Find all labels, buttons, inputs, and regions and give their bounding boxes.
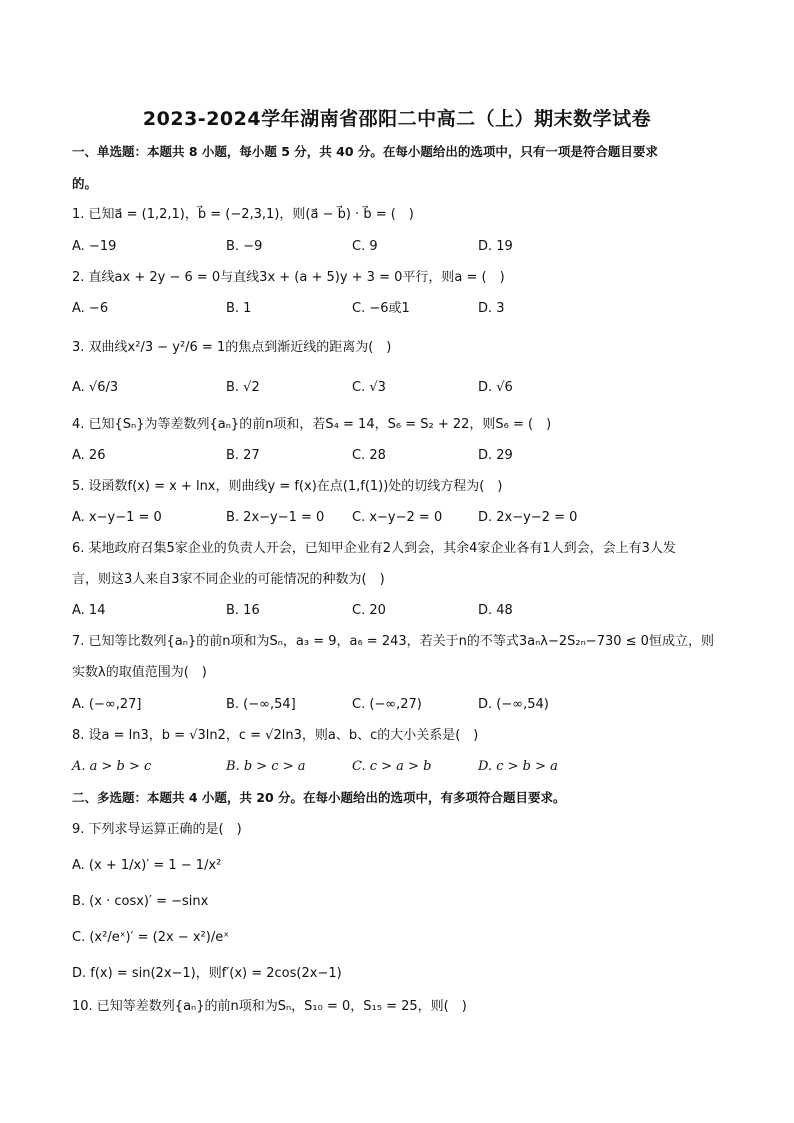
question-1-option-c: C. 9 [352, 239, 378, 254]
question-5-options [72, 509, 732, 527]
question-9-option-d: D. f(x) = sin(2x−1)，则f′(x) = 2cos(2x−1) [72, 966, 342, 981]
question-6-option-d: D. 48 [478, 603, 513, 618]
question-6-stem: 6. 某地政府召集5家企业的负责人开会，已知甲企业有2人到会，其余4家企业各有1人到会，会上有3人发 [72, 541, 676, 556]
question-1-options [72, 238, 732, 256]
question-3-option-a: A. √6/3 [72, 380, 119, 395]
question-4-option-a: A. 26 [72, 448, 106, 463]
question-2-option-b: B. 1 [226, 301, 252, 316]
exam-title: 2023-2024学年湖南省邵阳二中高二（上）期末数学试卷 [142, 108, 652, 130]
section-2-heading: 二、多选题：本题共 4 小题，共 20 分。在每小题给出的选项中，有多项符合题目要求。 [72, 790, 566, 805]
question-2-option-c: C. −6或1 [352, 301, 410, 316]
question-7-option-a: A. (−∞,27] [72, 697, 142, 712]
question-8-option-c: C. c > a > b [352, 759, 432, 774]
question-9-stem: 9. 下列求导运算正确的是( ) [72, 822, 242, 837]
question-1-option-a: A. −19 [72, 239, 117, 254]
question-5-option-c: C. x−y−2 = 0 [352, 510, 443, 525]
question-3-options [72, 379, 732, 397]
question-7-options [72, 696, 732, 714]
question-3-stem: 3. 双曲线x²/3 − y²/6 = 1的焦点到渐近线的距离为( ) [72, 340, 392, 355]
question-8-option-d: D. c > b > a [478, 759, 558, 774]
question-8-stem: 8. 设a = ln3，b = √3ln2，c = √2ln3，则a、b、c的大小关系是( ) [72, 728, 479, 743]
question-5-option-a: A. x−y−1 = 0 [72, 510, 162, 525]
question-2-option-a: A. −6 [72, 301, 109, 316]
question-1-stem: 1. 已知a⃗ = (1,2,1)，b⃗ = (−2,3,1)，则(a⃗ − b⃗) · b⃗ = ( ) [72, 207, 414, 222]
question-7-stem-cont: 实数λ的取值范围为( ) [72, 665, 207, 680]
question-9-option-c: C. (x²/eˣ)′ = (2x − x²)/eˣ [72, 930, 229, 945]
question-9-option-a: A. (x + 1/x)′ = 1 − 1/x² [72, 858, 222, 873]
question-5-option-b: B. 2x−y−1 = 0 [226, 510, 325, 525]
question-4-options [72, 447, 732, 465]
question-6-option-a: A. 14 [72, 603, 106, 618]
section-1-heading: 一、单选题：本题共 8 小题，每小题 5 分，共 40 分。在每小题给出的选项中，只有一项是符合题目要求 [72, 144, 658, 159]
question-4-option-c: C. 28 [352, 448, 386, 463]
question-6-stem-cont: 言，则这3人来自3家不同企业的可能情况的种数为( ) [72, 572, 385, 587]
question-7-option-c: C. (−∞,27) [352, 697, 422, 712]
question-5-stem: 5. 设函数f(x) = x + lnx，则曲线y = f(x)在点(1,f(1))处的切线方程为( ) [72, 479, 503, 494]
question-8-option-a: A. a > b > c [72, 759, 152, 774]
question-5-option-d: D. 2x−y−2 = 0 [478, 510, 578, 525]
question-3-option-c: C. √3 [352, 380, 386, 395]
question-6-option-c: C. 20 [352, 603, 386, 618]
question-2-stem: 2. 直线ax + 2y − 6 = 0与直线3x + (a + 5)y + 3 = 0平行，则a = ( ) [72, 270, 505, 285]
question-4-option-d: D. 29 [478, 448, 513, 463]
question-9-option-b: B. (x · cosx)′ = −sinx [72, 894, 209, 909]
question-1-option-d: D. 19 [478, 239, 513, 254]
question-7-stem: 7. 已知等比数列{aₙ}的前n项和为Sₙ，a₃ = 9，a₆ = 243，若关于n的不等式3aₙλ−2S₂ₙ−730 ≤ 0恒成立，则 [72, 634, 714, 649]
question-7-option-d: D. (−∞,54) [478, 697, 549, 712]
question-1-option-b: B. −9 [226, 239, 263, 254]
question-7-option-b: B. (−∞,54] [226, 697, 296, 712]
question-2-options [72, 300, 732, 318]
question-6-option-b: B. 16 [226, 603, 260, 618]
question-8-options [72, 758, 732, 776]
question-2-option-d: D. 3 [478, 301, 505, 316]
question-10-stem: 10. 已知等差数列{aₙ}的前n项和为Sₙ，S₁₀ = 0，S₁₅ = 25，则( ) [72, 999, 467, 1014]
question-4-option-b: B. 27 [226, 448, 260, 463]
question-6-options [72, 602, 732, 620]
question-4-stem: 4. 已知{Sₙ}为等差数列{aₙ}的前n项和，若S₄ = 14，S₆ = S₂ + 22，则S₆ = ( ) [72, 417, 552, 432]
question-8-option-b: B. b > c > a [226, 759, 306, 774]
question-3-option-b: B. √2 [226, 380, 260, 395]
section-1-heading-cont: 的。 [72, 176, 98, 191]
question-3-option-d: D. √6 [478, 380, 513, 395]
